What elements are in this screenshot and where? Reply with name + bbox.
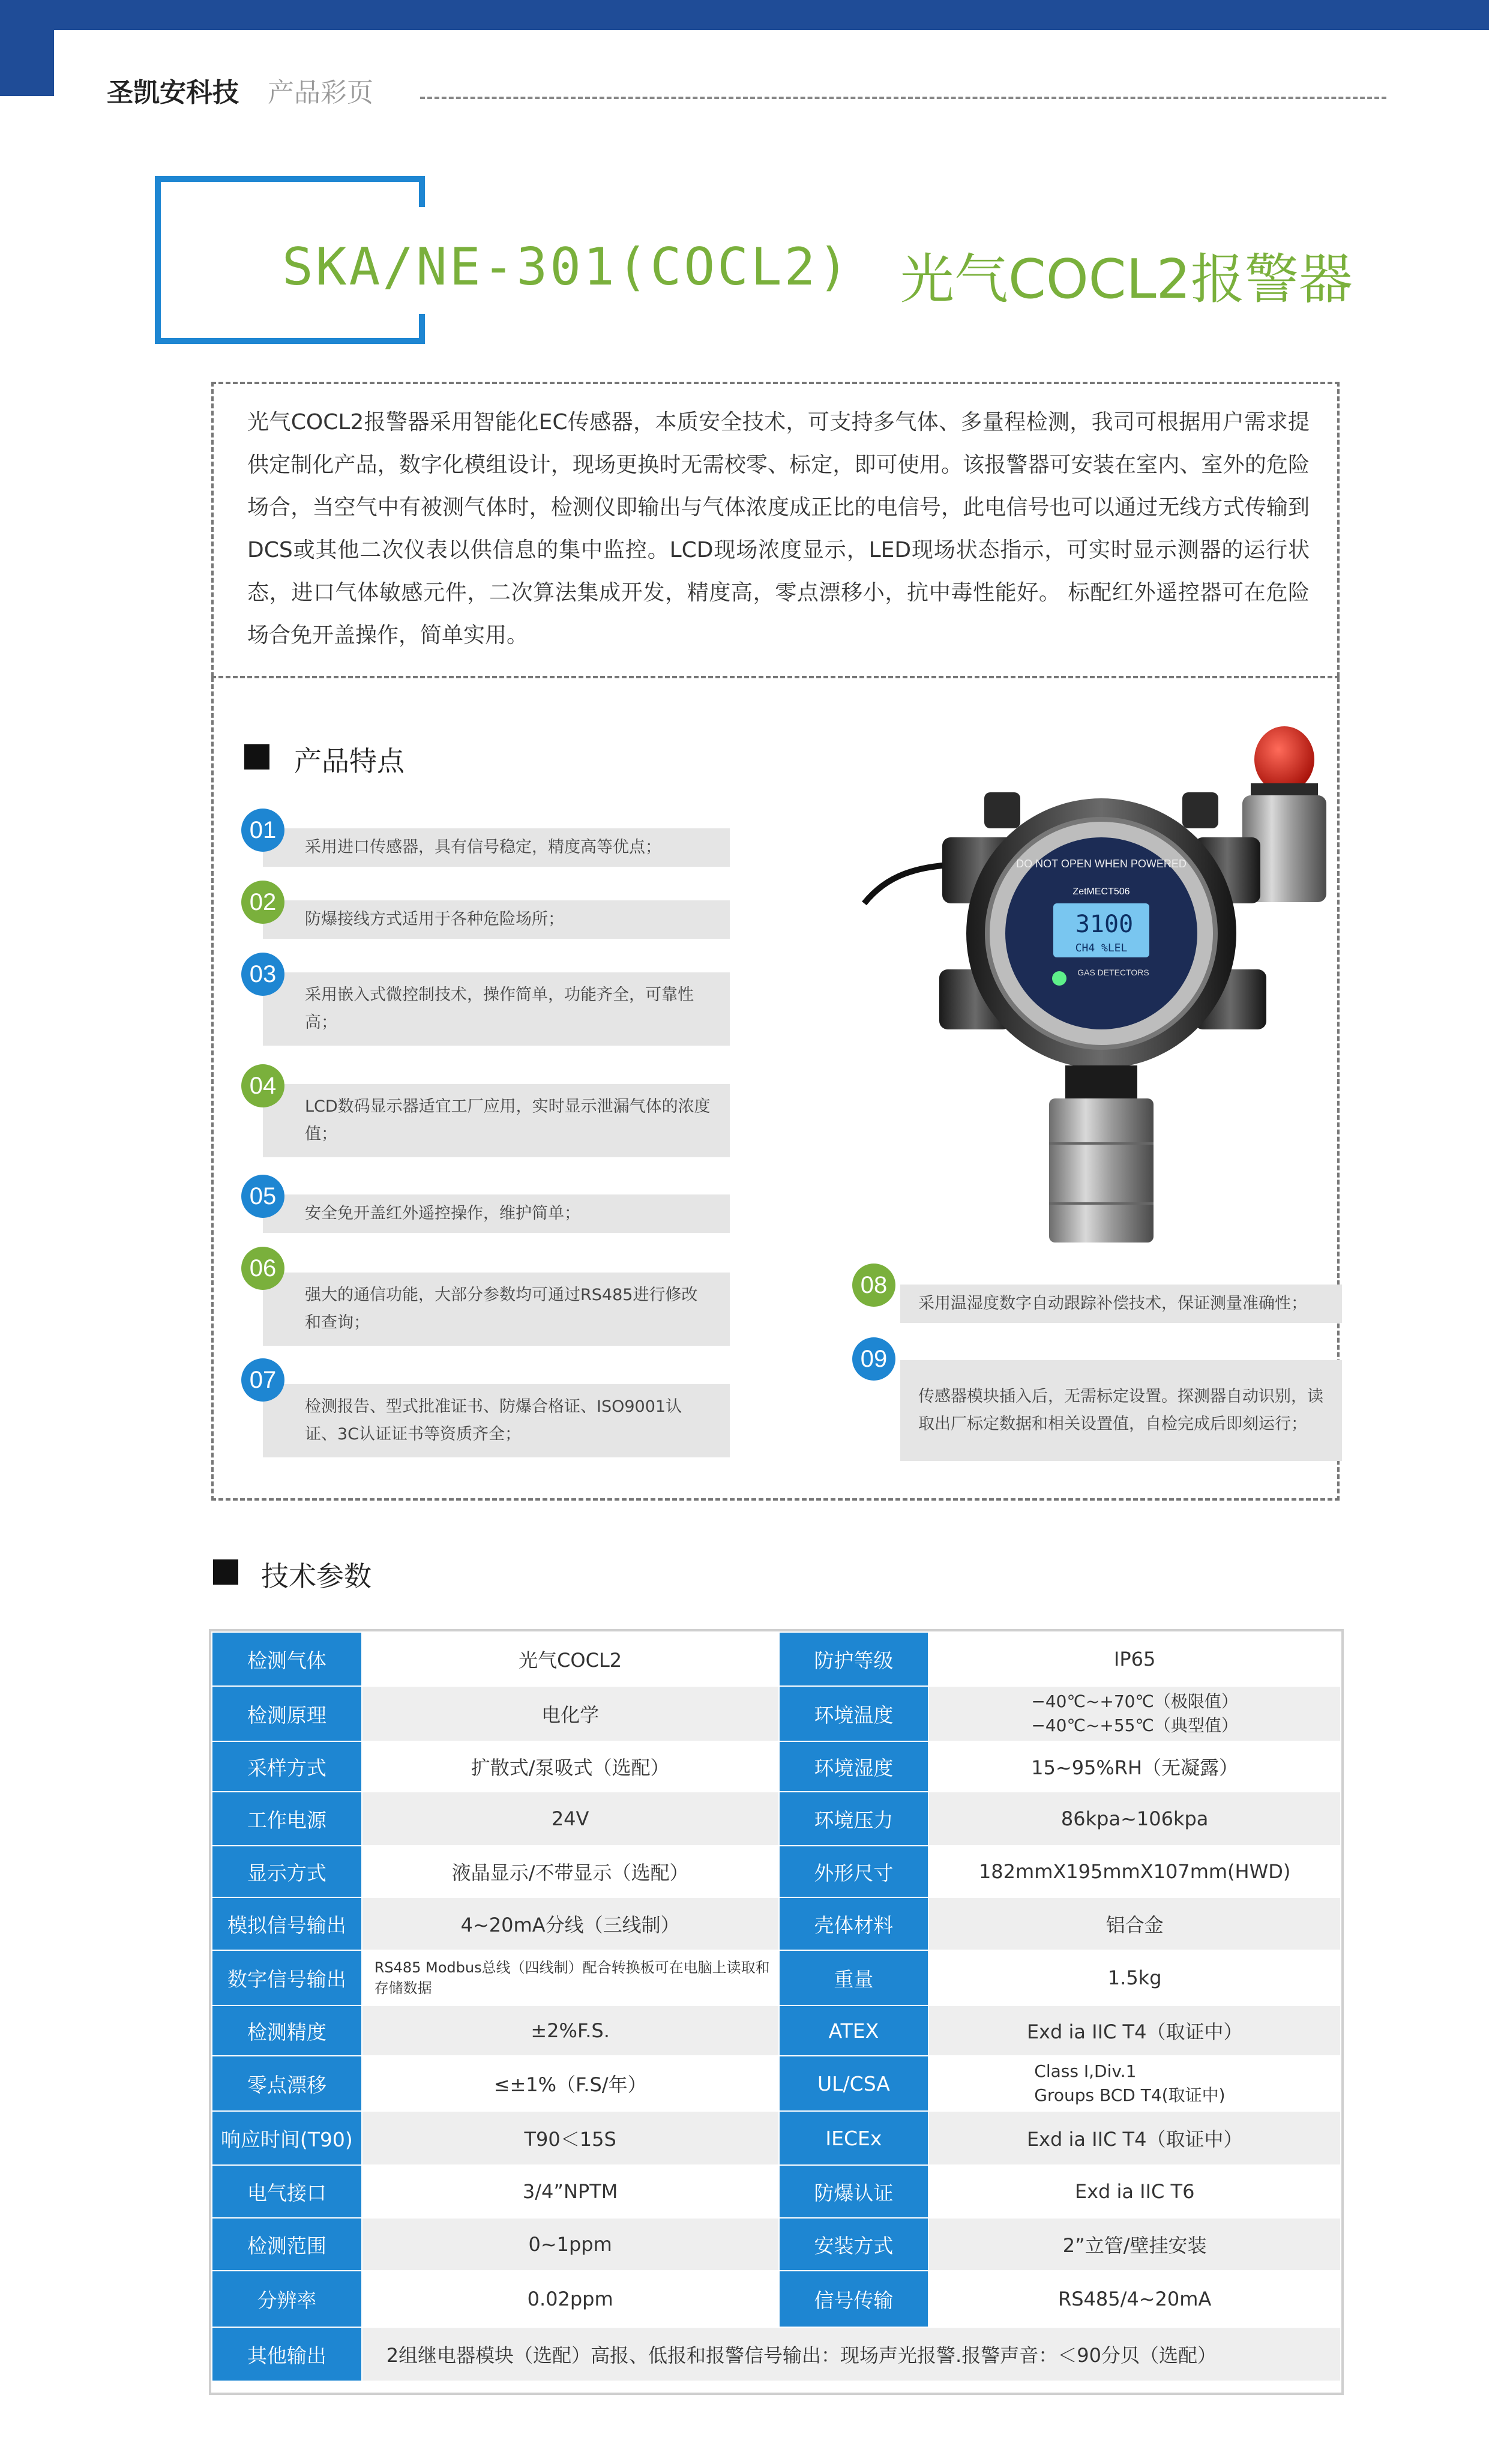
spec-key: 分辨率 bbox=[212, 2271, 362, 2327]
feature-item-01 bbox=[263, 828, 730, 867]
feature-number-03: 03 bbox=[241, 953, 284, 996]
spec-key: 其他输出 bbox=[212, 2327, 362, 2381]
feature-text: 传感器模块插入后，无需标定设置。探测器自动识别，读取出厂标定数据和相关设置值，自检完成后即刻运行； bbox=[918, 1387, 1323, 1433]
spec-value-line: −40℃~+70℃（极限值） bbox=[1031, 1691, 1238, 1711]
feature-number-06: 06 bbox=[241, 1247, 284, 1290]
feature-item-06 bbox=[263, 1273, 730, 1346]
spec-value: ≤±1%（F.S/年） bbox=[362, 2056, 779, 2111]
feature-number-09: 09 bbox=[852, 1337, 895, 1381]
title-bracket-top-right bbox=[419, 176, 425, 207]
table-row bbox=[212, 1846, 1341, 1897]
header-divider bbox=[420, 97, 1386, 99]
alarm-lamp-base bbox=[1251, 783, 1318, 797]
spec-key: 工作电源 bbox=[212, 1792, 362, 1846]
spec-key: 环境压力 bbox=[779, 1792, 929, 1846]
table-row bbox=[212, 1632, 1341, 1686]
feature-number-04: 04 bbox=[241, 1064, 284, 1107]
table-row bbox=[212, 2271, 1341, 2327]
spec-key: 数字信号输出 bbox=[212, 1950, 362, 2005]
spec-value: 2”立管/壁挂安装 bbox=[928, 2218, 1341, 2271]
spec-key: 零点漂移 bbox=[212, 2056, 362, 2111]
spec-value bbox=[928, 1686, 1341, 1741]
feature-text: 采用进口传感器，具有信号稳定，精度高等优点； bbox=[305, 838, 661, 857]
spec-key: 电气接口 bbox=[212, 2165, 362, 2218]
spec-value: RS485/4~20mA bbox=[928, 2271, 1341, 2327]
specs-table bbox=[211, 1631, 1341, 2382]
feature-number-08: 08 bbox=[852, 1264, 895, 1307]
spec-key: 环境湿度 bbox=[779, 1741, 929, 1792]
table-row bbox=[212, 1792, 1341, 1846]
feature-number-01: 01 bbox=[241, 809, 284, 852]
feature-item-08 bbox=[900, 1285, 1342, 1323]
spec-value: 铝合金 bbox=[928, 1897, 1341, 1950]
spec-key: 显示方式 bbox=[212, 1846, 362, 1897]
table-row bbox=[212, 1950, 1341, 2005]
cable bbox=[864, 864, 954, 903]
feature-text: 防爆接线方式适用于各种危险场所； bbox=[305, 910, 564, 929]
spec-value: 15~95%RH（无凝露） bbox=[928, 1741, 1341, 1792]
table-row bbox=[212, 2165, 1341, 2218]
table-row bbox=[212, 1897, 1341, 1950]
spec-key: 防护等级 bbox=[779, 1632, 929, 1686]
status-led-icon bbox=[1052, 971, 1066, 986]
spec-value-line: Class I,Div.1 bbox=[1034, 2061, 1137, 2081]
spec-value: Exd ia IIC T4（取证中） bbox=[928, 2111, 1341, 2165]
spec-key: 重量 bbox=[779, 1950, 929, 2005]
product-name: 光气COCL2报警器 bbox=[900, 248, 1353, 311]
spec-value: Exd ia IIC T4（取证中） bbox=[928, 2005, 1341, 2056]
ring-text: DO NOT OPEN WHEN POWERED bbox=[1016, 858, 1187, 870]
page-subtitle: 产品彩页 bbox=[268, 77, 373, 108]
spec-key: 信号传输 bbox=[779, 2271, 929, 2327]
spec-key: 壳体材料 bbox=[779, 1897, 929, 1950]
header-accent bbox=[0, 0, 54, 96]
spec-value: Exd ia IIC T6 bbox=[928, 2165, 1341, 2218]
spec-value: 电化学 bbox=[362, 1686, 779, 1741]
spec-value: 86kpa~106kpa bbox=[928, 1792, 1341, 1846]
feature-text: 强大的通信功能，大部分参数均可通过RS485进行修改和查询； bbox=[305, 1286, 698, 1332]
spec-value: ±2%F.S. bbox=[362, 2005, 779, 2056]
specs-marker bbox=[213, 1559, 238, 1585]
mount-lug-left bbox=[984, 792, 1020, 828]
spec-key: 防爆认证 bbox=[779, 2165, 929, 2218]
spec-value bbox=[928, 2056, 1341, 2111]
brand-name: 圣凯安科技 bbox=[107, 77, 239, 108]
feature-number-02: 02 bbox=[241, 881, 284, 924]
table-row bbox=[212, 1741, 1341, 1792]
product-model: SKA/NE-301(COCL2) bbox=[282, 237, 852, 297]
feature-item-07 bbox=[263, 1384, 730, 1457]
spec-value: 4~20mA分线（三线制） bbox=[362, 1897, 779, 1950]
spec-value: 1.5kg bbox=[928, 1950, 1341, 2005]
spec-value: T90＜15S bbox=[362, 2111, 779, 2165]
table-row bbox=[212, 1686, 1341, 1741]
spec-value: 光气COCL2 bbox=[362, 1632, 779, 1686]
feature-item-04 bbox=[263, 1084, 730, 1157]
spec-key: 安装方式 bbox=[779, 2218, 929, 2271]
spec-key: 模拟信号输出 bbox=[212, 1897, 362, 1950]
spec-value: 2组继电器模块（选配）高报、低报和报警信号输出：现场声光报警.报警声音：＜90分贝（选配） bbox=[362, 2327, 1341, 2381]
alarm-lamp bbox=[1254, 726, 1314, 792]
feature-item-05 bbox=[263, 1194, 730, 1233]
table-row bbox=[212, 2218, 1341, 2271]
specs-title: 技术参数 bbox=[261, 1560, 371, 1592]
title-bracket-bottom-right bbox=[419, 314, 425, 344]
lcd-value: 3100 bbox=[1075, 911, 1134, 938]
spec-key: 检测范围 bbox=[212, 2218, 362, 2271]
features-marker bbox=[244, 744, 269, 770]
spec-key: 响应时间(T90) bbox=[212, 2111, 362, 2165]
feature-text: 安全免开盖红外遥控操作，维护简单； bbox=[305, 1204, 580, 1223]
feature-text: 采用温湿度数字自动跟踪补偿技术，保证测量准确性； bbox=[918, 1294, 1307, 1313]
mount-lug-right bbox=[1182, 792, 1218, 828]
sensor-neck bbox=[1065, 1065, 1137, 1101]
table-row bbox=[212, 2327, 1341, 2381]
feature-number-05: 05 bbox=[241, 1175, 284, 1218]
spec-value: 液晶显示/不带显示（选配） bbox=[362, 1846, 779, 1897]
table-row bbox=[212, 2005, 1341, 2056]
spec-key: UL/CSA bbox=[779, 2056, 929, 2111]
table-row bbox=[212, 2056, 1341, 2111]
feature-text: LCD数码显示器适宜工厂应用，实时显示泄漏气体的浓度值； bbox=[305, 1097, 711, 1143]
feature-text: 采用嵌入式微控制技术，操作简单，功能齐全，可靠性高； bbox=[305, 986, 694, 1032]
spec-key: 检测气体 bbox=[212, 1632, 362, 1686]
spec-key: IECEx bbox=[779, 2111, 929, 2165]
device-brand-label: ZetMECT506 bbox=[1072, 887, 1130, 897]
table-row bbox=[212, 2111, 1341, 2165]
feature-number-07: 07 bbox=[241, 1358, 284, 1402]
spec-value: 0.02ppm bbox=[362, 2271, 779, 2327]
feature-item-09 bbox=[900, 1360, 1342, 1461]
spec-value: RS485 Modbus总线（四线制）配合转换板可在电脑上读取和存储数据 bbox=[362, 1950, 779, 2005]
spec-key: 检测精度 bbox=[212, 2005, 362, 2056]
spec-value: 24V bbox=[362, 1792, 779, 1846]
spec-value: 扩散式/泵吸式（选配） bbox=[362, 1741, 779, 1792]
spec-value: 0~1ppm bbox=[362, 2218, 779, 2271]
feature-item-03 bbox=[263, 972, 730, 1046]
feature-item-02 bbox=[263, 900, 730, 939]
spec-value-line: Groups BCD T4(取证中) bbox=[1034, 2085, 1226, 2105]
features-title: 产品特点 bbox=[294, 745, 405, 777]
spec-key: 采样方式 bbox=[212, 1741, 362, 1792]
product-description: 光气COCL2报警器采用智能化EC传感器，本质安全技术，可支持多气体、多量程检测，我司可根据用户需求提供定制化产品，数字化模组设计，现场更换时无需校零、标定，即可使用。该报警器可安装在室内、室外的危险场合，当空气中有被测气体时，检测仪即输出与气体浓度成正比的电信号，此电信号也可以通过无线方式传输到DCS或其他二次仪表以供信息的集中监控。LCD现场浓度显示，LED现场状态指示，可实时显示测器的运行状态，进口气体敏感元件，二次算法集成开发，精度高，零点漂移小，抗中毒性能好。 标配红外遥控器可在危险场合免开盖操作，简单实用。 bbox=[247, 410, 1310, 648]
panel-label: GAS DETECTORS bbox=[1077, 968, 1149, 977]
spec-value: 3/4”NPTM bbox=[362, 2165, 779, 2218]
sensor-head bbox=[1049, 1098, 1154, 1243]
header-bar bbox=[0, 0, 1489, 30]
lcd-subtext: CH4 %LEL bbox=[1075, 942, 1128, 954]
spec-key: 检测原理 bbox=[212, 1686, 362, 1741]
spec-key: 外形尺寸 bbox=[779, 1846, 929, 1897]
spec-value-line: −40℃~+55℃（典型值） bbox=[1031, 1715, 1238, 1735]
feature-text: 检测报告、型式批准证书、防爆合格证、ISO9001认证、3C认证证书等资质齐全； bbox=[305, 1397, 682, 1444]
spec-value: IP65 bbox=[928, 1632, 1341, 1686]
spec-value: 182mmX195mmX107mm(HWD) bbox=[928, 1846, 1341, 1897]
gas-detector-image bbox=[822, 723, 1350, 1252]
spec-key: 环境温度 bbox=[779, 1686, 929, 1741]
spec-key: ATEX bbox=[779, 2005, 929, 2056]
